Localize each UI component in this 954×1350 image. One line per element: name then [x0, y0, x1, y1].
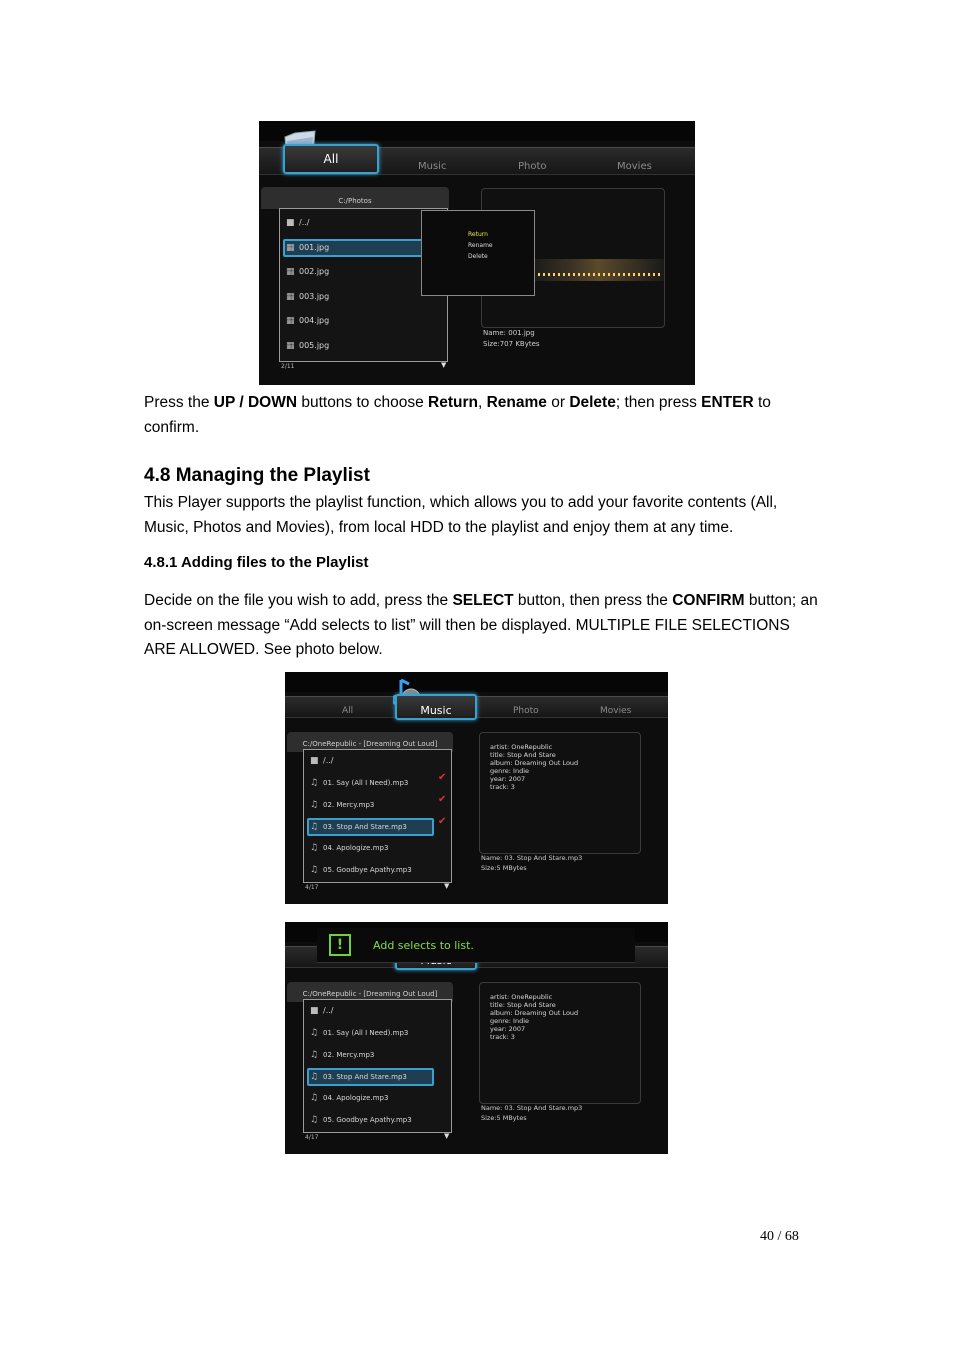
list-item[interactable]: ▦ 001.jpg [283, 239, 438, 257]
item-counter: 4/17 [305, 884, 319, 891]
list-item[interactable]: ♫ 03. Stop And Stare.mp3 [307, 818, 434, 836]
list-item[interactable]: ■ /../ [310, 1006, 334, 1016]
list-item[interactable]: ▦ 004.jpg [286, 316, 330, 326]
info-size: Size:5 MBytes [481, 864, 527, 872]
instruction-paragraph: Press the UP / DOWN buttons to choose Return, Rename or Delete; then press ENTER to confirm. [144, 394, 771, 436]
list-item[interactable]: ■ /../ [286, 218, 310, 228]
folder-icon: ■ [310, 756, 319, 766]
scroll-down-icon[interactable]: ▼ [444, 882, 450, 890]
night-city-image [532, 259, 664, 281]
list-item[interactable]: ♫ 02. Mercy.mp3 [310, 1050, 375, 1060]
top-band [259, 121, 695, 141]
music-icon: ♫ [310, 778, 319, 788]
list-item[interactable]: ▦ 005.jpg [286, 341, 330, 351]
info-size: Size:707 KBytes [483, 340, 540, 348]
warning-icon: ! [329, 934, 351, 956]
list-item[interactable]: ♫ 01. Say (All I Need).mp3 [310, 778, 409, 788]
list-item[interactable]: ♫ 03. Stop And Stare.mp3 [307, 1068, 434, 1086]
music-icon: ♫ [310, 843, 319, 853]
path-label: C:/OneRepublic - [Dreaming Out Loud] [302, 990, 438, 998]
list-item[interactable]: ▦ 002.jpg [286, 267, 330, 277]
tab-music[interactable]: Music [395, 694, 477, 720]
track-metadata: artist: OneRepublic title: Stop And Stare album: Dreaming Out Loud genre: Indie year: 2007 track: 3 [490, 743, 579, 791]
instruction-paragraph-2: Decide on the file you wish to add, press the SELECT button, then press the CONFIRM button; an on-screen message “Add selects to list” will then be displayed. MULTIPLE FILE SELECTIONS ARE ALLOWED. See photo below. [144, 592, 818, 658]
music-icon: ♫ [310, 1028, 319, 1038]
list-item[interactable]: ♫ 01. Say (All I Need).mp3 [310, 1028, 409, 1038]
page-number: 40 / 68 [760, 1229, 799, 1244]
scroll-down-icon[interactable]: ▼ [444, 1132, 450, 1140]
section-heading: 4.8 Managing the Playlist [144, 465, 370, 486]
path-bar [261, 187, 449, 209]
item-counter: 2/11 [281, 363, 295, 370]
file-list [303, 749, 452, 883]
info-size: Size:5 MBytes [481, 1114, 527, 1122]
tab-movies[interactable]: Movies [617, 161, 652, 172]
list-item[interactable]: ♫ 02. Mercy.mp3 [310, 800, 375, 810]
tab-movies[interactable]: Movies [600, 706, 632, 716]
check-icon: ✔ [438, 794, 447, 805]
scroll-down-icon[interactable]: ▼ [441, 361, 447, 369]
image-icon: ▦ [286, 267, 295, 277]
list-item[interactable]: ▦ 003.jpg [286, 292, 330, 302]
list-item[interactable]: ♫ 04. Apologize.mp3 [310, 1093, 389, 1103]
music-preview [479, 982, 641, 1104]
tab-all[interactable]: All [342, 706, 354, 716]
screenshot-photo-browser [259, 121, 695, 385]
menu-item-return[interactable]: Return [468, 231, 488, 238]
path-label: C:/OneRepublic - [Dreaming Out Loud] [302, 740, 438, 748]
notification-bar [317, 928, 635, 963]
music-icon: ♫ [310, 822, 319, 832]
music-icon: ♫ [310, 1072, 319, 1082]
screenshot-add-to-list [285, 922, 668, 1154]
list-item[interactable]: ♫ 05. Goodbye Apathy.mp3 [310, 1115, 412, 1125]
notification-text: Add selects to list. [373, 939, 474, 952]
list-item[interactable]: ♫ 04. Apologize.mp3 [310, 843, 389, 853]
tab-photo[interactable]: Photo [518, 161, 547, 172]
list-item[interactable]: ■ /../ [310, 756, 334, 766]
folder-icon: ■ [310, 1006, 319, 1016]
file-info [483, 328, 540, 350]
menu-item-rename[interactable]: Rename [468, 242, 493, 249]
folder-icon: ■ [286, 218, 295, 228]
screenshot-music-browser [285, 672, 668, 904]
menu-item-delete[interactable]: Delete [468, 253, 488, 260]
image-icon: ▦ [286, 341, 295, 351]
item-counter: 4/17 [305, 1134, 319, 1141]
list-item[interactable]: ♫ 05. Goodbye Apathy.mp3 [310, 865, 412, 875]
subsection-heading: 4.8.1 Adding files to the Playlist [144, 554, 369, 571]
file-info [481, 1103, 582, 1123]
image-icon: ▦ [286, 316, 295, 326]
path-label: C:/Photos [338, 197, 372, 205]
image-icon: ▦ [286, 292, 295, 302]
info-name: Name: 03. Stop And Stare.mp3 [481, 854, 583, 862]
track-metadata: artist: OneRepublic title: Stop And Stare album: Dreaming Out Loud genre: Indie year: 2007 track: 3 [490, 993, 579, 1041]
file-info [481, 853, 582, 873]
check-icon: ✔ [438, 772, 447, 783]
file-list [303, 999, 452, 1133]
info-name: Name: 03. Stop And Stare.mp3 [481, 1104, 583, 1112]
check-icon: ✔ [438, 816, 447, 827]
context-menu [421, 210, 535, 296]
music-icon: ♫ [310, 1115, 319, 1125]
tab-photo[interactable]: Photo [513, 706, 539, 716]
image-icon: ▦ [286, 243, 295, 253]
music-icon: ♫ [310, 1050, 319, 1060]
tab-music[interactable]: Music [418, 161, 447, 172]
music-icon: ♫ [310, 865, 319, 875]
music-icon: ♫ [310, 800, 319, 810]
music-icon: ♫ [310, 1093, 319, 1103]
music-preview [479, 732, 641, 854]
tab-all[interactable]: All [283, 144, 379, 174]
info-name: Name: 001.jpg [483, 329, 535, 337]
section-paragraph: This Player supports the playlist function, which allows you to add your favorite contents (All, Music, Photos and Movies), from local HDD to the playlist and enjoy them at any time. [144, 494, 778, 536]
city-lights [538, 273, 662, 276]
top-band [285, 672, 668, 692]
